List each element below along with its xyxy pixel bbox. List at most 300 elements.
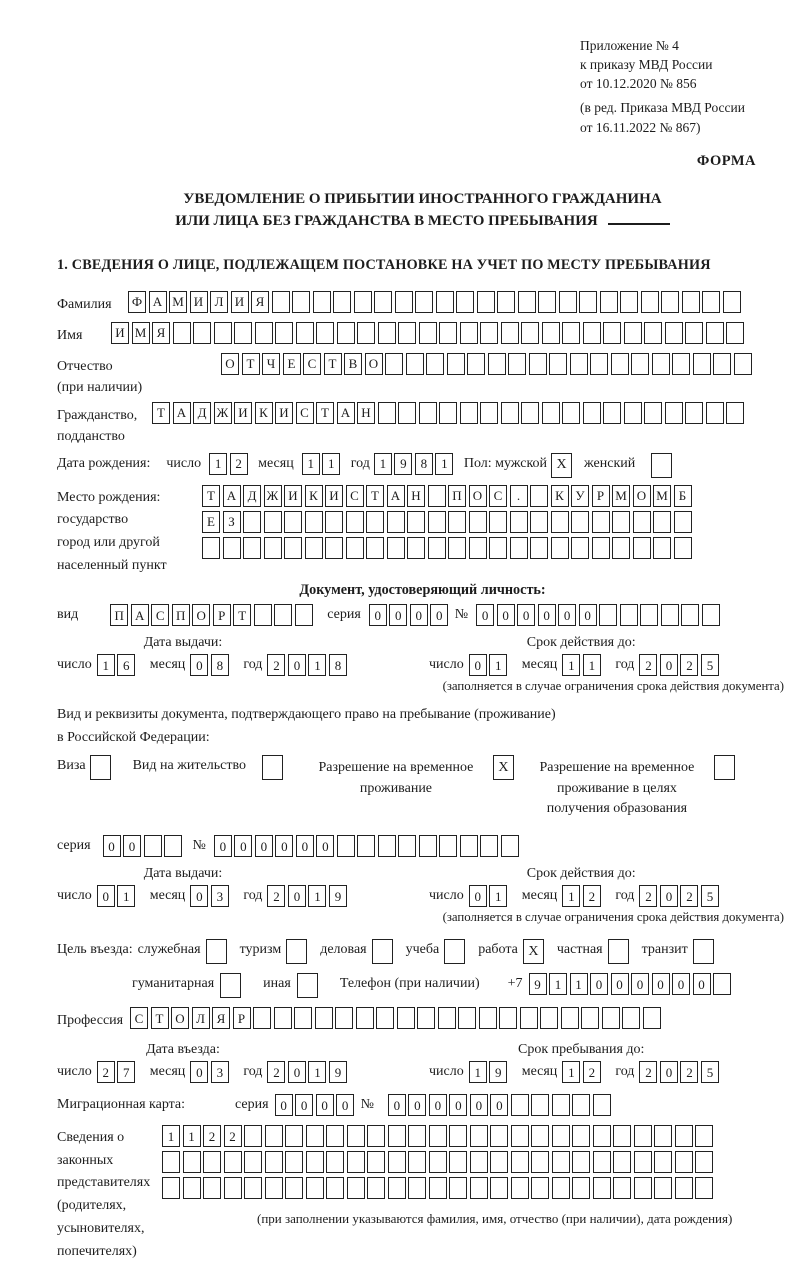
char-cell[interactable]: 0	[369, 604, 387, 626]
char-cell[interactable]	[489, 511, 507, 533]
char-cell[interactable]: А	[387, 485, 405, 507]
char-cell[interactable]	[244, 1151, 262, 1173]
char-cell[interactable]	[571, 511, 589, 533]
char-cell[interactable]: 3	[211, 1061, 229, 1083]
char-cell[interactable]	[428, 485, 446, 507]
char-cell[interactable]: 0	[497, 604, 515, 626]
char-cell[interactable]	[518, 291, 536, 313]
char-cell[interactable]: Т	[242, 353, 260, 375]
char-cell[interactable]	[395, 291, 413, 313]
char-cell[interactable]: 0	[449, 1094, 467, 1116]
purpose-private-checkbox[interactable]	[608, 939, 629, 964]
char-cell[interactable]	[367, 1125, 385, 1147]
char-cell[interactable]	[682, 291, 700, 313]
char-cell[interactable]: 0	[389, 604, 407, 626]
char-cell[interactable]	[661, 291, 679, 313]
char-cell[interactable]	[706, 402, 724, 424]
char-cell[interactable]	[296, 322, 314, 344]
char-cell[interactable]	[531, 1151, 549, 1173]
char-cell[interactable]	[551, 511, 569, 533]
char-cell[interactable]	[542, 402, 560, 424]
char-cell[interactable]: 0	[631, 973, 649, 995]
char-cell[interactable]: 8	[329, 654, 347, 676]
char-cell[interactable]: К	[305, 485, 323, 507]
char-cell[interactable]: Р	[233, 1007, 251, 1029]
char-cell[interactable]	[490, 1151, 508, 1173]
char-cell[interactable]	[428, 537, 446, 559]
char-cell[interactable]	[531, 1094, 549, 1116]
char-cell[interactable]	[570, 353, 588, 375]
char-cell[interactable]: 1	[489, 654, 507, 676]
char-cell[interactable]: И	[190, 291, 208, 313]
char-cell[interactable]	[521, 322, 539, 344]
char-cell[interactable]	[571, 537, 589, 559]
char-cell[interactable]: 0	[590, 973, 608, 995]
char-cell[interactable]: 1	[183, 1125, 201, 1147]
char-cell[interactable]	[378, 402, 396, 424]
char-cell[interactable]: А	[337, 402, 355, 424]
char-cell[interactable]: И	[111, 322, 129, 344]
char-cell[interactable]	[357, 835, 375, 857]
char-cell[interactable]	[265, 1151, 283, 1173]
char-cell[interactable]: 2	[230, 453, 248, 475]
char-cell[interactable]	[407, 537, 425, 559]
purpose-humanitarian-checkbox[interactable]	[220, 973, 241, 998]
char-cell[interactable]	[265, 1125, 283, 1147]
char-cell[interactable]	[695, 1151, 713, 1173]
char-cell[interactable]: Т	[324, 353, 342, 375]
char-cell[interactable]: П	[448, 485, 466, 507]
char-cell[interactable]	[243, 511, 261, 533]
char-cell[interactable]	[613, 1177, 631, 1199]
char-cell[interactable]: Б	[674, 485, 692, 507]
char-cell[interactable]: 1	[322, 453, 340, 475]
char-cell[interactable]: 0	[288, 1061, 306, 1083]
char-cell[interactable]	[572, 1094, 590, 1116]
char-cell[interactable]: С	[130, 1007, 148, 1029]
char-cell[interactable]: 2	[639, 1061, 657, 1083]
purpose-work-checkbox[interactable]: X	[523, 939, 544, 964]
char-cell[interactable]: И	[275, 402, 293, 424]
char-cell[interactable]: 0	[429, 1094, 447, 1116]
char-cell[interactable]	[633, 537, 651, 559]
char-cell[interactable]	[480, 835, 498, 857]
edu-permit-checkbox[interactable]	[714, 755, 735, 780]
char-cell[interactable]	[347, 1125, 365, 1147]
char-cell[interactable]	[641, 291, 659, 313]
char-cell[interactable]: .	[510, 485, 528, 507]
char-cell[interactable]	[521, 402, 539, 424]
char-cell[interactable]: Р	[592, 485, 610, 507]
char-cell[interactable]	[439, 835, 457, 857]
char-cell[interactable]	[183, 1151, 201, 1173]
char-cell[interactable]	[374, 291, 392, 313]
char-cell[interactable]	[654, 1151, 672, 1173]
char-cell[interactable]	[284, 537, 302, 559]
char-cell[interactable]	[713, 353, 731, 375]
char-cell[interactable]: П	[110, 604, 128, 626]
char-cell[interactable]	[388, 1177, 406, 1199]
char-cell[interactable]: 2	[224, 1125, 242, 1147]
char-cell[interactable]	[274, 604, 292, 626]
char-cell[interactable]	[479, 1007, 497, 1029]
char-cell[interactable]	[499, 1007, 517, 1029]
char-cell[interactable]: Ф	[128, 291, 146, 313]
char-cell[interactable]	[398, 835, 416, 857]
char-cell[interactable]: 7	[117, 1061, 135, 1083]
char-cell[interactable]: 0	[408, 1094, 426, 1116]
char-cell[interactable]	[583, 322, 601, 344]
char-cell[interactable]	[162, 1177, 180, 1199]
char-cell[interactable]	[572, 1177, 590, 1199]
char-cell[interactable]: 0	[103, 835, 121, 857]
char-cell[interactable]: И	[234, 402, 252, 424]
char-cell[interactable]: 9	[329, 1061, 347, 1083]
char-cell[interactable]	[593, 1177, 611, 1199]
char-cell[interactable]	[665, 322, 683, 344]
char-cell[interactable]	[613, 1151, 631, 1173]
char-cell[interactable]: 2	[639, 885, 657, 907]
char-cell[interactable]	[285, 1125, 303, 1147]
char-cell[interactable]	[346, 511, 364, 533]
char-cell[interactable]	[542, 322, 560, 344]
char-cell[interactable]	[734, 353, 752, 375]
char-cell[interactable]	[378, 835, 396, 857]
char-cell[interactable]: А	[131, 604, 149, 626]
char-cell[interactable]	[419, 835, 437, 857]
char-cell[interactable]	[335, 1007, 353, 1029]
char-cell[interactable]	[612, 537, 630, 559]
char-cell[interactable]	[387, 537, 405, 559]
char-cell[interactable]	[438, 1007, 456, 1029]
char-cell[interactable]	[429, 1177, 447, 1199]
char-cell[interactable]	[652, 353, 670, 375]
char-cell[interactable]	[643, 1007, 661, 1029]
char-cell[interactable]	[562, 402, 580, 424]
char-cell[interactable]	[366, 537, 384, 559]
char-cell[interactable]	[581, 1007, 599, 1029]
char-cell[interactable]	[489, 537, 507, 559]
char-cell[interactable]: 0	[190, 654, 208, 676]
purpose-transit-checkbox[interactable]	[693, 939, 714, 964]
char-cell[interactable]: 8	[211, 654, 229, 676]
char-cell[interactable]	[685, 322, 703, 344]
char-cell[interactable]	[713, 973, 731, 995]
char-cell[interactable]	[572, 1151, 590, 1173]
char-cell[interactable]	[429, 1151, 447, 1173]
char-cell[interactable]	[346, 537, 364, 559]
char-cell[interactable]: Н	[357, 402, 375, 424]
char-cell[interactable]	[529, 353, 547, 375]
char-cell[interactable]	[497, 291, 515, 313]
char-cell[interactable]	[490, 1125, 508, 1147]
char-cell[interactable]	[449, 1151, 467, 1173]
char-cell[interactable]	[488, 353, 506, 375]
char-cell[interactable]	[675, 1125, 693, 1147]
char-cell[interactable]	[552, 1177, 570, 1199]
char-cell[interactable]: Т	[316, 402, 334, 424]
char-cell[interactable]: 0	[388, 1094, 406, 1116]
char-cell[interactable]	[306, 1151, 324, 1173]
char-cell[interactable]	[620, 291, 638, 313]
char-cell[interactable]	[603, 402, 621, 424]
char-cell[interactable]: 0	[476, 604, 494, 626]
char-cell[interactable]: О	[221, 353, 239, 375]
char-cell[interactable]	[292, 291, 310, 313]
char-cell[interactable]	[480, 402, 498, 424]
char-cell[interactable]: 0	[430, 604, 448, 626]
char-cell[interactable]	[183, 1177, 201, 1199]
char-cell[interactable]	[511, 1177, 529, 1199]
char-cell[interactable]: И	[284, 485, 302, 507]
char-cell[interactable]	[224, 1151, 242, 1173]
char-cell[interactable]	[634, 1125, 652, 1147]
char-cell[interactable]: М	[169, 291, 187, 313]
char-cell[interactable]	[665, 402, 683, 424]
char-cell[interactable]	[611, 353, 629, 375]
char-cell[interactable]	[234, 322, 252, 344]
char-cell[interactable]: 2	[97, 1061, 115, 1083]
char-cell[interactable]	[333, 291, 351, 313]
char-cell[interactable]: 0	[660, 1061, 678, 1083]
char-cell[interactable]: Р	[213, 604, 231, 626]
char-cell[interactable]	[449, 1125, 467, 1147]
char-cell[interactable]	[367, 1177, 385, 1199]
char-cell[interactable]	[510, 511, 528, 533]
char-cell[interactable]	[654, 1177, 672, 1199]
char-cell[interactable]	[264, 511, 282, 533]
char-cell[interactable]	[407, 511, 425, 533]
char-cell[interactable]	[275, 322, 293, 344]
char-cell[interactable]	[398, 322, 416, 344]
char-cell[interactable]	[592, 537, 610, 559]
char-cell[interactable]	[602, 1007, 620, 1029]
char-cell[interactable]: М	[653, 485, 671, 507]
char-cell[interactable]	[326, 1151, 344, 1173]
char-cell[interactable]: 0	[672, 973, 690, 995]
char-cell[interactable]	[600, 291, 618, 313]
char-cell[interactable]	[634, 1177, 652, 1199]
char-cell[interactable]	[385, 353, 403, 375]
char-cell[interactable]: Ж	[264, 485, 282, 507]
char-cell[interactable]: Т	[366, 485, 384, 507]
purpose-other-checkbox[interactable]	[297, 973, 318, 998]
char-cell[interactable]	[634, 1151, 652, 1173]
char-cell[interactable]: В	[344, 353, 362, 375]
char-cell[interactable]: 0	[288, 885, 306, 907]
char-cell[interactable]: Л	[210, 291, 228, 313]
char-cell[interactable]: 9	[529, 973, 547, 995]
char-cell[interactable]	[469, 537, 487, 559]
char-cell[interactable]: 2	[680, 885, 698, 907]
char-cell[interactable]	[579, 291, 597, 313]
char-cell[interactable]	[653, 537, 671, 559]
char-cell[interactable]	[644, 322, 662, 344]
char-cell[interactable]: З	[223, 511, 241, 533]
char-cell[interactable]	[460, 835, 478, 857]
char-cell[interactable]	[244, 1177, 262, 1199]
char-cell[interactable]: 0	[275, 1094, 293, 1116]
char-cell[interactable]	[552, 1125, 570, 1147]
char-cell[interactable]	[511, 1125, 529, 1147]
char-cell[interactable]	[593, 1125, 611, 1147]
char-cell[interactable]	[162, 1151, 180, 1173]
char-cell[interactable]: 0	[234, 835, 252, 857]
char-cell[interactable]: 8	[415, 453, 433, 475]
char-cell[interactable]	[726, 402, 744, 424]
char-cell[interactable]	[408, 1125, 426, 1147]
char-cell[interactable]: 2	[680, 654, 698, 676]
char-cell[interactable]	[254, 604, 272, 626]
char-cell[interactable]	[316, 322, 334, 344]
char-cell[interactable]: У	[571, 485, 589, 507]
char-cell[interactable]: Я	[251, 291, 269, 313]
char-cell[interactable]	[675, 1151, 693, 1173]
char-cell[interactable]: 0	[469, 654, 487, 676]
char-cell[interactable]: 0	[470, 1094, 488, 1116]
char-cell[interactable]	[456, 291, 474, 313]
char-cell[interactable]: П	[172, 604, 190, 626]
char-cell[interactable]	[551, 537, 569, 559]
char-cell[interactable]	[693, 353, 711, 375]
char-cell[interactable]: 0	[123, 835, 141, 857]
char-cell[interactable]: 0	[288, 654, 306, 676]
char-cell[interactable]: 0	[214, 835, 232, 857]
char-cell[interactable]	[672, 353, 690, 375]
char-cell[interactable]: 0	[469, 885, 487, 907]
char-cell[interactable]: О	[171, 1007, 189, 1029]
char-cell[interactable]	[315, 1007, 333, 1029]
char-cell[interactable]	[726, 322, 744, 344]
char-cell[interactable]	[347, 1151, 365, 1173]
char-cell[interactable]: 1	[374, 453, 392, 475]
char-cell[interactable]	[305, 537, 323, 559]
char-cell[interactable]	[460, 322, 478, 344]
char-cell[interactable]: 0	[410, 604, 428, 626]
char-cell[interactable]	[449, 1177, 467, 1199]
char-cell[interactable]: Н	[407, 485, 425, 507]
char-cell[interactable]: Ч	[262, 353, 280, 375]
char-cell[interactable]	[243, 537, 261, 559]
char-cell[interactable]: А	[223, 485, 241, 507]
char-cell[interactable]	[695, 1177, 713, 1199]
char-cell[interactable]	[613, 1125, 631, 1147]
char-cell[interactable]: 5	[701, 654, 719, 676]
char-cell[interactable]	[429, 1125, 447, 1147]
char-cell[interactable]	[397, 1007, 415, 1029]
char-cell[interactable]: И	[231, 291, 249, 313]
sex-male-checkbox[interactable]: X	[551, 453, 572, 478]
char-cell[interactable]: 2	[680, 1061, 698, 1083]
char-cell[interactable]	[552, 1151, 570, 1173]
temp-permit-checkbox[interactable]: X	[493, 755, 514, 780]
char-cell[interactable]: 0	[611, 973, 629, 995]
char-cell[interactable]: 0	[190, 1061, 208, 1083]
char-cell[interactable]	[603, 322, 621, 344]
char-cell[interactable]	[419, 402, 437, 424]
char-cell[interactable]: 2	[267, 885, 285, 907]
char-cell[interactable]: 2	[267, 1061, 285, 1083]
char-cell[interactable]	[593, 1094, 611, 1116]
char-cell[interactable]	[367, 1151, 385, 1173]
char-cell[interactable]: 1	[469, 1061, 487, 1083]
char-cell[interactable]: 1	[117, 885, 135, 907]
char-cell[interactable]: 0	[652, 973, 670, 995]
char-cell[interactable]	[469, 511, 487, 533]
char-cell[interactable]: 1	[302, 453, 320, 475]
char-cell[interactable]: 1	[562, 885, 580, 907]
char-cell[interactable]: 0	[558, 604, 576, 626]
char-cell[interactable]	[366, 511, 384, 533]
char-cell[interactable]	[644, 402, 662, 424]
char-cell[interactable]	[224, 1177, 242, 1199]
char-cell[interactable]	[510, 537, 528, 559]
char-cell[interactable]	[470, 1151, 488, 1173]
char-cell[interactable]	[305, 511, 323, 533]
char-cell[interactable]	[406, 353, 424, 375]
char-cell[interactable]	[325, 511, 343, 533]
char-cell[interactable]: О	[469, 485, 487, 507]
char-cell[interactable]: Л	[192, 1007, 210, 1029]
char-cell[interactable]	[695, 1125, 713, 1147]
char-cell[interactable]	[572, 1125, 590, 1147]
char-cell[interactable]: 0	[579, 604, 597, 626]
char-cell[interactable]	[624, 322, 642, 344]
char-cell[interactable]	[265, 1177, 283, 1199]
char-cell[interactable]	[612, 511, 630, 533]
char-cell[interactable]: 6	[117, 654, 135, 676]
char-cell[interactable]	[508, 353, 526, 375]
char-cell[interactable]: 9	[394, 453, 412, 475]
char-cell[interactable]	[325, 537, 343, 559]
char-cell[interactable]: Ж	[214, 402, 232, 424]
char-cell[interactable]	[378, 322, 396, 344]
char-cell[interactable]	[387, 511, 405, 533]
char-cell[interactable]: 0	[190, 885, 208, 907]
char-cell[interactable]: 1	[583, 654, 601, 676]
char-cell[interactable]	[706, 322, 724, 344]
char-cell[interactable]	[326, 1177, 344, 1199]
char-cell[interactable]	[590, 353, 608, 375]
char-cell[interactable]	[294, 1007, 312, 1029]
char-cell[interactable]: 1	[489, 885, 507, 907]
char-cell[interactable]	[531, 1177, 549, 1199]
char-cell[interactable]	[388, 1125, 406, 1147]
char-cell[interactable]: Т	[202, 485, 220, 507]
char-cell[interactable]: 1	[435, 453, 453, 475]
char-cell[interactable]: А	[173, 402, 191, 424]
char-cell[interactable]	[284, 511, 302, 533]
char-cell[interactable]	[549, 353, 567, 375]
char-cell[interactable]	[203, 1151, 221, 1173]
char-cell[interactable]: С	[151, 604, 169, 626]
char-cell[interactable]	[562, 322, 580, 344]
char-cell[interactable]	[202, 537, 220, 559]
purpose-official-checkbox[interactable]	[206, 939, 227, 964]
char-cell[interactable]	[388, 1151, 406, 1173]
char-cell[interactable]	[723, 291, 741, 313]
char-cell[interactable]: Е	[283, 353, 301, 375]
char-cell[interactable]	[264, 537, 282, 559]
char-cell[interactable]: 0	[538, 604, 556, 626]
char-cell[interactable]	[408, 1151, 426, 1173]
char-cell[interactable]	[255, 322, 273, 344]
char-cell[interactable]: 0	[336, 1094, 354, 1116]
char-cell[interactable]: Д	[243, 485, 261, 507]
char-cell[interactable]: С	[489, 485, 507, 507]
char-cell[interactable]: 1	[549, 973, 567, 995]
char-cell[interactable]	[144, 835, 162, 857]
